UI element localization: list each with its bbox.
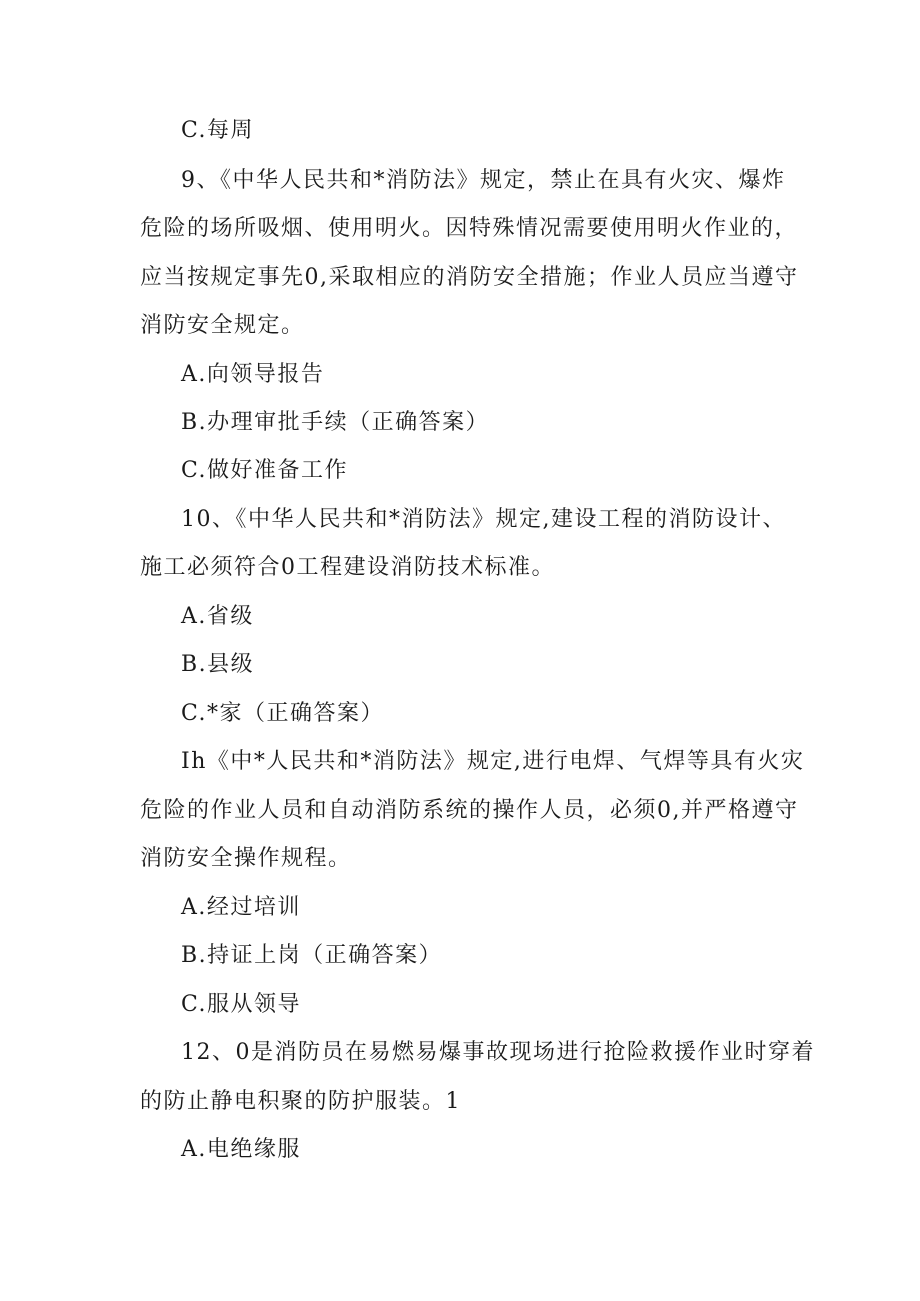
- q10-text-line-1: 10、《中华人民共和*消防法》规定,建设工程的消防设计、: [181, 507, 786, 532]
- q11-text-line-2: 危险的作业人员和自动消防系统的操作人员，必须0,并严格遵守: [140, 798, 799, 823]
- q12-option-a: A.电绝缘服: [181, 1137, 301, 1162]
- q9-text-line-4: 消防安全规定。: [140, 313, 305, 338]
- q12-text-line-2: 的防止静电积聚的防护服装。1: [140, 1089, 461, 1114]
- q9-option-a: A.向领导报告: [181, 362, 325, 387]
- q10-option-b: B.县级: [181, 652, 255, 677]
- q11-option-c: C.服从领导: [181, 992, 302, 1017]
- q12-text-line-1: 12、0是消防员在易燃易爆事故现场进行抢险救援作业时穿着: [181, 1040, 815, 1065]
- q8-option-c: C.每周: [181, 118, 255, 143]
- q9-option-b: B.办理审批手续（正确答案）: [181, 410, 490, 435]
- q11-option-b: B.持证上岗（正确答案）: [181, 943, 443, 968]
- q9-text-line-3: 应当按规定事先0,采取相应的消防安全措施；作业人员应当遵守: [140, 265, 799, 290]
- q9-option-c: C.做好准备工作: [181, 458, 349, 483]
- q11-option-a: A.经过培训: [181, 895, 301, 920]
- q10-text-line-2: 施工必须符合0工程建设消防技术标准。: [140, 555, 555, 580]
- q10-option-c: C.*家（正确答案）: [181, 701, 385, 726]
- q9-text-line-2: 危险的场所吸烟、使用明火。因特殊情况需要使用明火作业的，: [140, 216, 799, 241]
- q11-text-line-3: 消防安全操作规程。: [140, 846, 352, 871]
- q9-text-line-1: 9、《中华人民共和*消防法》规定，禁止在具有火灾、爆炸: [181, 168, 786, 193]
- q11-text-line-1: Ih《中*人民共和*消防法》规定,进行电焊、气焊等具有火灾: [181, 749, 805, 774]
- q10-option-a: A.省级: [181, 604, 254, 629]
